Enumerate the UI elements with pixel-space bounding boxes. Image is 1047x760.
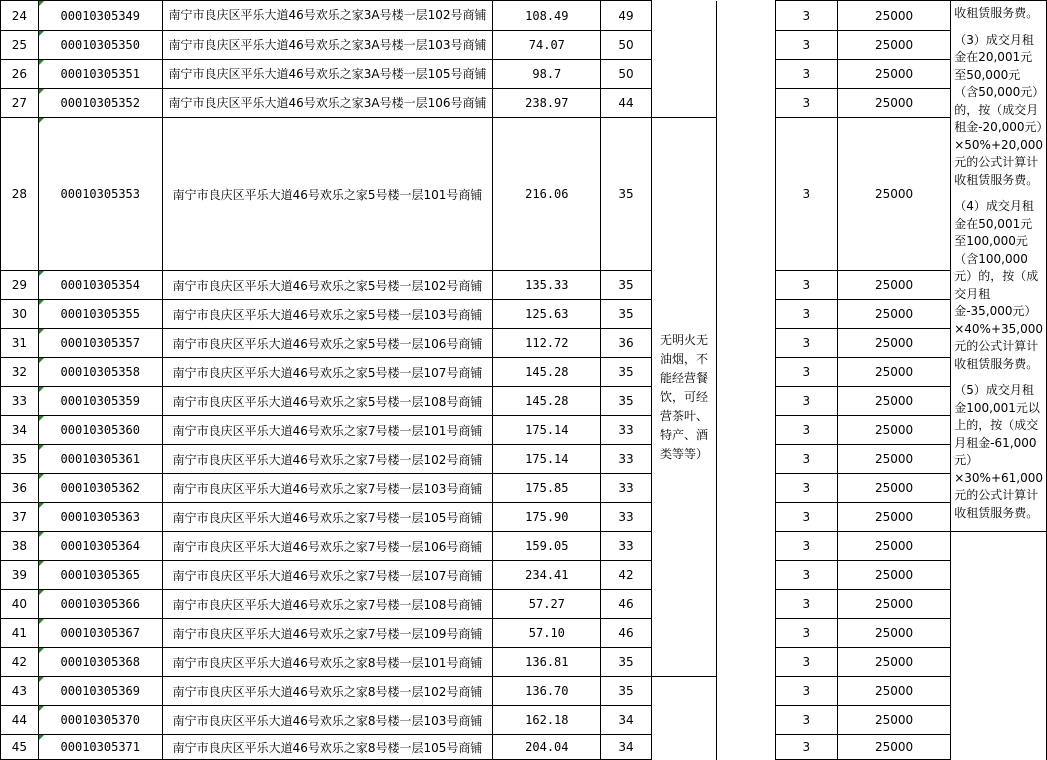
blank-cell[interactable] [717, 329, 775, 358]
years-cell[interactable]: 35 [601, 271, 651, 300]
address-cell[interactable]: 南宁市良庆区平乐大道46号欢乐之家5号楼一层107号商铺 [162, 358, 493, 387]
years-cell[interactable]: 34 [601, 706, 651, 735]
years-cell[interactable]: 35 [601, 358, 651, 387]
table-row [1, 648, 1047, 677]
asset-code-cell[interactable]: 00010305354 [38, 271, 162, 300]
term-cell[interactable]: 3 [775, 300, 837, 329]
asset-code-cell[interactable]: 00010305363 [38, 503, 162, 532]
blank-cell[interactable] [717, 677, 775, 706]
address-cell[interactable]: 南宁市良庆区平乐大道46号欢乐之家7号楼一层109号商铺 [162, 619, 493, 648]
area-cell[interactable]: 175.90 [493, 503, 601, 532]
area-cell[interactable]: 135.33 [493, 271, 601, 300]
row-number-cell[interactable]: 37 [1, 503, 39, 532]
table-row [1, 329, 1047, 358]
term-cell[interactable]: 3 [775, 60, 837, 89]
address-cell[interactable]: 南宁市良庆区平乐大道46号欢乐之家7号楼一层102号商铺 [162, 445, 493, 474]
row-number-cell[interactable]: 29 [1, 271, 39, 300]
asset-code-cell[interactable]: 00010305361 [38, 445, 162, 474]
deposit-cell[interactable]: 25000 [837, 532, 950, 561]
address-cell[interactable]: 南宁市良庆区平乐大道46号欢乐之家5号楼一层108号商铺 [162, 387, 493, 416]
row-number-cell[interactable]: 42 [1, 648, 39, 677]
row-number-cell[interactable]: 26 [1, 60, 39, 89]
table-row [1, 590, 1047, 619]
address-cell[interactable]: 南宁市良庆区平乐大道46号欢乐之家8号楼一层103号商铺 [162, 706, 493, 735]
asset-code-cell[interactable]: 00010305368 [38, 648, 162, 677]
fee-rule-text: （5）成交月租金100,001元以上的，按（成交月租金-61,000元）×30%+61,000元的公式计算计收租赁服务费。 [954, 383, 1043, 520]
asset-code-cell[interactable]: 00010305359 [38, 387, 162, 416]
years-cell[interactable]: 35 [601, 300, 651, 329]
blank-cell[interactable] [717, 271, 775, 300]
years-cell[interactable]: 46 [601, 590, 651, 619]
blank-cell[interactable] [717, 1, 775, 31]
blank-cell[interactable] [717, 416, 775, 445]
row-number-cell[interactable]: 41 [1, 619, 39, 648]
asset-code-cell[interactable]: 00010305365 [38, 561, 162, 590]
address-cell[interactable]: 南宁市良庆区平乐大道46号欢乐之家7号楼一层101号商铺 [162, 416, 493, 445]
deposit-cell[interactable]: 25000 [837, 329, 950, 358]
area-cell[interactable]: 159.05 [493, 532, 601, 561]
fee-rule-text: （3）成交月租金在20,001元至50,000元（含50,000元）的，按（成交月租金-20,000元）×50%+20,000元的公式计算计收租赁服务费。 [954, 32, 1043, 187]
table-row [1, 118, 1047, 271]
usage-empty-cell[interactable] [651, 677, 717, 706]
years-cell[interactable]: 33 [601, 532, 651, 561]
row-number-cell[interactable]: 27 [1, 89, 39, 118]
deposit-cell[interactable]: 25000 [837, 271, 950, 300]
years-cell[interactable]: 33 [601, 445, 651, 474]
years-cell[interactable]: 46 [601, 619, 651, 648]
table-row [1, 31, 1047, 60]
deposit-cell[interactable]: 25000 [837, 358, 950, 387]
fee-rule-text: 收租赁服务费。 [954, 6, 1039, 20]
table-row [1, 387, 1047, 416]
blank-cell[interactable] [717, 31, 775, 60]
term-cell[interactable]: 3 [775, 271, 837, 300]
table-row [1, 474, 1047, 503]
term-cell[interactable]: 3 [775, 89, 837, 118]
years-cell[interactable]: 36 [601, 329, 651, 358]
blank-cell[interactable] [717, 300, 775, 329]
term-cell[interactable]: 3 [775, 31, 837, 60]
asset-code-cell[interactable]: 00010305370 [38, 706, 162, 735]
deposit-cell[interactable]: 25000 [837, 561, 950, 590]
asset-code-cell[interactable]: 00010305364 [38, 532, 162, 561]
deposit-cell[interactable]: 25000 [837, 474, 950, 503]
fee-empty-cell[interactable] [951, 677, 1047, 706]
area-cell[interactable]: 57.27 [493, 590, 601, 619]
row-number-cell[interactable]: 28 [1, 118, 39, 271]
deposit-cell[interactable]: 25000 [837, 619, 950, 648]
asset-code-cell[interactable]: 00010305349 [38, 1, 162, 31]
asset-code-cell[interactable]: 00010305362 [38, 474, 162, 503]
address-cell[interactable]: 南宁市良庆区平乐大道46号欢乐之家7号楼一层108号商铺 [162, 590, 493, 619]
blank-cell[interactable] [717, 706, 775, 735]
area-cell[interactable]: 74.07 [493, 31, 601, 60]
deposit-cell[interactable]: 25000 [837, 677, 950, 706]
years-cell[interactable]: 35 [601, 677, 651, 706]
asset-code-cell[interactable]: 00010305360 [38, 416, 162, 445]
table-row [1, 358, 1047, 387]
asset-code-cell[interactable]: 00010305351 [38, 60, 162, 89]
years-cell[interactable]: 34 [601, 735, 651, 760]
area-cell[interactable]: 175.14 [493, 445, 601, 474]
row-number-cell[interactable]: 31 [1, 329, 39, 358]
area-cell[interactable]: 145.28 [493, 387, 601, 416]
blank-cell[interactable] [717, 118, 775, 271]
table-row [1, 416, 1047, 445]
blank-cell[interactable] [717, 387, 775, 416]
fee-empty-cell[interactable] [951, 735, 1047, 760]
term-cell[interactable]: 3 [775, 474, 837, 503]
fee-rule-text: （4）成交月租金在50,001元至100,000元（含100,000元）的，按（成交月租金-35,000元）×40%+35,000元的公式计算计收租赁服务费。 [954, 199, 1043, 371]
area-cell[interactable]: 216.06 [493, 118, 601, 271]
address-cell[interactable]: 南宁市良庆区平乐大道46号欢乐之家3A号楼一层105号商铺 [162, 60, 493, 89]
table-row [1, 89, 1047, 118]
blank-cell[interactable] [717, 619, 775, 648]
years-cell[interactable]: 49 [601, 1, 651, 31]
years-cell[interactable]: 35 [601, 387, 651, 416]
deposit-cell[interactable]: 25000 [837, 300, 950, 329]
fee-empty-cell[interactable] [951, 532, 1047, 561]
fee-empty-cell[interactable] [951, 619, 1047, 648]
fee-empty-cell[interactable] [951, 706, 1047, 735]
address-cell[interactable]: 南宁市良庆区平乐大道46号欢乐之家8号楼一层105号商铺 [162, 735, 493, 760]
row-number-cell[interactable]: 38 [1, 532, 39, 561]
asset-code-cell[interactable]: 00010305355 [38, 300, 162, 329]
row-number-cell[interactable]: 32 [1, 358, 39, 387]
row-number-cell[interactable]: 45 [1, 735, 39, 760]
deposit-cell[interactable]: 25000 [837, 590, 950, 619]
deposit-cell[interactable]: 25000 [837, 735, 950, 760]
deposit-cell[interactable]: 25000 [837, 416, 950, 445]
row-number-cell[interactable]: 30 [1, 300, 39, 329]
table-row [1, 706, 1047, 735]
term-cell[interactable]: 3 [775, 387, 837, 416]
area-cell[interactable]: 145.28 [493, 358, 601, 387]
term-cell[interactable]: 3 [775, 561, 837, 590]
usage-empty-cell[interactable] [651, 60, 717, 89]
term-cell[interactable]: 3 [775, 677, 837, 706]
fee-rules-cell[interactable] [951, 1, 1047, 532]
term-cell[interactable]: 3 [775, 445, 837, 474]
deposit-cell[interactable]: 25000 [837, 89, 950, 118]
years-cell[interactable]: 50 [601, 60, 651, 89]
blank-cell[interactable] [717, 648, 775, 677]
area-cell[interactable]: 175.85 [493, 474, 601, 503]
fee-empty-cell[interactable] [951, 561, 1047, 590]
term-cell[interactable]: 3 [775, 619, 837, 648]
blank-cell[interactable] [717, 89, 775, 118]
term-cell[interactable]: 3 [775, 648, 837, 677]
area-cell[interactable]: 234.41 [493, 561, 601, 590]
deposit-cell[interactable]: 25000 [837, 118, 950, 271]
asset-code-cell[interactable]: 00010305350 [38, 31, 162, 60]
years-cell[interactable]: 33 [601, 474, 651, 503]
row-number-cell[interactable]: 40 [1, 590, 39, 619]
table-row [1, 300, 1047, 329]
address-cell[interactable]: 南宁市良庆区平乐大道46号欢乐之家5号楼一层106号商铺 [162, 329, 493, 358]
table-row [1, 677, 1047, 706]
address-cell[interactable]: 南宁市良庆区平乐大道46号欢乐之家3A号楼一层106号商铺 [162, 89, 493, 118]
fee-empty-cell[interactable] [951, 590, 1047, 619]
address-cell[interactable]: 南宁市良庆区平乐大道46号欢乐之家7号楼一层107号商铺 [162, 561, 493, 590]
deposit-cell[interactable]: 25000 [837, 445, 950, 474]
table-row [1, 503, 1047, 532]
term-cell[interactable]: 3 [775, 329, 837, 358]
years-cell[interactable]: 42 [601, 561, 651, 590]
table-row [1, 271, 1047, 300]
term-cell[interactable]: 3 [775, 503, 837, 532]
fee-empty-cell[interactable] [951, 648, 1047, 677]
blank-cell[interactable] [717, 532, 775, 561]
address-cell[interactable]: 南宁市良庆区平乐大道46号欢乐之家7号楼一层105号商铺 [162, 503, 493, 532]
usage-empty-cell[interactable] [651, 1, 717, 31]
address-cell[interactable]: 南宁市良庆区平乐大道46号欢乐之家7号楼一层106号商铺 [162, 532, 493, 561]
years-cell[interactable]: 35 [601, 648, 651, 677]
asset-code-cell[interactable]: 00010305357 [38, 329, 162, 358]
asset-code-cell[interactable]: 00010305367 [38, 619, 162, 648]
blank-cell[interactable] [717, 358, 775, 387]
area-cell[interactable]: 162.18 [493, 706, 601, 735]
blank-cell[interactable] [717, 735, 775, 760]
asset-code-cell[interactable]: 00010305352 [38, 89, 162, 118]
area-cell[interactable]: 238.97 [493, 89, 601, 118]
row-number-cell[interactable]: 44 [1, 706, 39, 735]
row-number-cell[interactable]: 24 [1, 1, 39, 31]
term-cell[interactable]: 3 [775, 735, 837, 760]
blank-cell[interactable] [717, 561, 775, 590]
area-cell[interactable]: 98.7 [493, 60, 601, 89]
deposit-cell[interactable]: 25000 [837, 60, 950, 89]
usage-empty-cell[interactable] [651, 735, 717, 760]
term-cell[interactable]: 3 [775, 416, 837, 445]
term-cell[interactable]: 3 [775, 358, 837, 387]
blank-cell[interactable] [717, 474, 775, 503]
blank-cell[interactable] [717, 590, 775, 619]
table-row [1, 1, 1047, 31]
area-cell[interactable]: 136.70 [493, 677, 601, 706]
table-row [1, 445, 1047, 474]
area-cell[interactable]: 125.63 [493, 300, 601, 329]
years-cell[interactable]: 33 [601, 416, 651, 445]
address-cell[interactable]: 南宁市良庆区平乐大道46号欢乐之家8号楼一层101号商铺 [162, 648, 493, 677]
row-number-cell[interactable]: 33 [1, 387, 39, 416]
years-cell[interactable]: 50 [601, 31, 651, 60]
usage-empty-cell[interactable] [651, 89, 717, 118]
address-cell[interactable]: 南宁市良庆区平乐大道46号欢乐之家3A号楼一层102号商铺 [162, 1, 493, 31]
blank-cell[interactable] [717, 445, 775, 474]
area-cell[interactable]: 204.04 [493, 735, 601, 760]
term-cell[interactable]: 3 [775, 1, 837, 31]
address-cell[interactable]: 南宁市良庆区平乐大道46号欢乐之家3A号楼一层103号商铺 [162, 31, 493, 60]
deposit-cell[interactable]: 25000 [837, 706, 950, 735]
deposit-cell[interactable]: 25000 [837, 503, 950, 532]
years-cell[interactable]: 33 [601, 503, 651, 532]
blank-cell[interactable] [717, 60, 775, 89]
table-row [1, 735, 1047, 760]
row-number-cell[interactable]: 25 [1, 31, 39, 60]
term-cell[interactable]: 3 [775, 590, 837, 619]
area-cell[interactable]: 175.14 [493, 416, 601, 445]
table-row [1, 619, 1047, 648]
area-cell[interactable]: 108.49 [493, 1, 601, 31]
asset-code-cell[interactable]: 00010305358 [38, 358, 162, 387]
row-number-cell[interactable]: 43 [1, 677, 39, 706]
address-cell[interactable]: 南宁市良庆区平乐大道46号欢乐之家5号楼一层103号商铺 [162, 300, 493, 329]
term-cell[interactable]: 3 [775, 532, 837, 561]
address-cell[interactable]: 南宁市良庆区平乐大道46号欢乐之家5号楼一层102号商铺 [162, 271, 493, 300]
row-number-cell[interactable]: 36 [1, 474, 39, 503]
years-cell[interactable]: 44 [601, 89, 651, 118]
deposit-cell[interactable]: 25000 [837, 387, 950, 416]
row-number-cell[interactable]: 35 [1, 445, 39, 474]
area-cell[interactable]: 136.81 [493, 648, 601, 677]
row-number-cell[interactable]: 39 [1, 561, 39, 590]
asset-code-cell[interactable]: 00010305366 [38, 590, 162, 619]
asset-code-cell[interactable]: 00010305371 [38, 735, 162, 760]
usage-empty-cell[interactable] [651, 706, 717, 735]
term-cell[interactable]: 3 [775, 706, 837, 735]
area-cell[interactable]: 112.72 [493, 329, 601, 358]
address-cell[interactable]: 南宁市良庆区平乐大道46号欢乐之家5号楼一层101号商铺 [162, 118, 493, 271]
deposit-cell[interactable]: 25000 [837, 31, 950, 60]
table-row [1, 60, 1047, 89]
row-number-cell[interactable]: 34 [1, 416, 39, 445]
usage-empty-cell[interactable] [651, 31, 717, 60]
usage-note-cell[interactable]: 无明火无油烟，不能经营餐饮，可经营茶叶、特产、酒类等等） [651, 118, 717, 677]
years-cell[interactable]: 35 [601, 118, 651, 271]
table-row [1, 561, 1047, 590]
area-cell[interactable]: 57.10 [493, 619, 601, 648]
deposit-cell[interactable]: 25000 [837, 1, 950, 31]
term-cell[interactable]: 3 [775, 118, 837, 271]
address-cell[interactable]: 南宁市良庆区平乐大道46号欢乐之家7号楼一层103号商铺 [162, 474, 493, 503]
deposit-cell[interactable]: 25000 [837, 648, 950, 677]
blank-cell[interactable] [717, 503, 775, 532]
table-row [1, 532, 1047, 561]
address-cell[interactable]: 南宁市良庆区平乐大道46号欢乐之家8号楼一层102号商铺 [162, 677, 493, 706]
asset-code-cell[interactable]: 00010305369 [38, 677, 162, 706]
asset-code-cell[interactable]: 00010305353 [38, 118, 162, 271]
